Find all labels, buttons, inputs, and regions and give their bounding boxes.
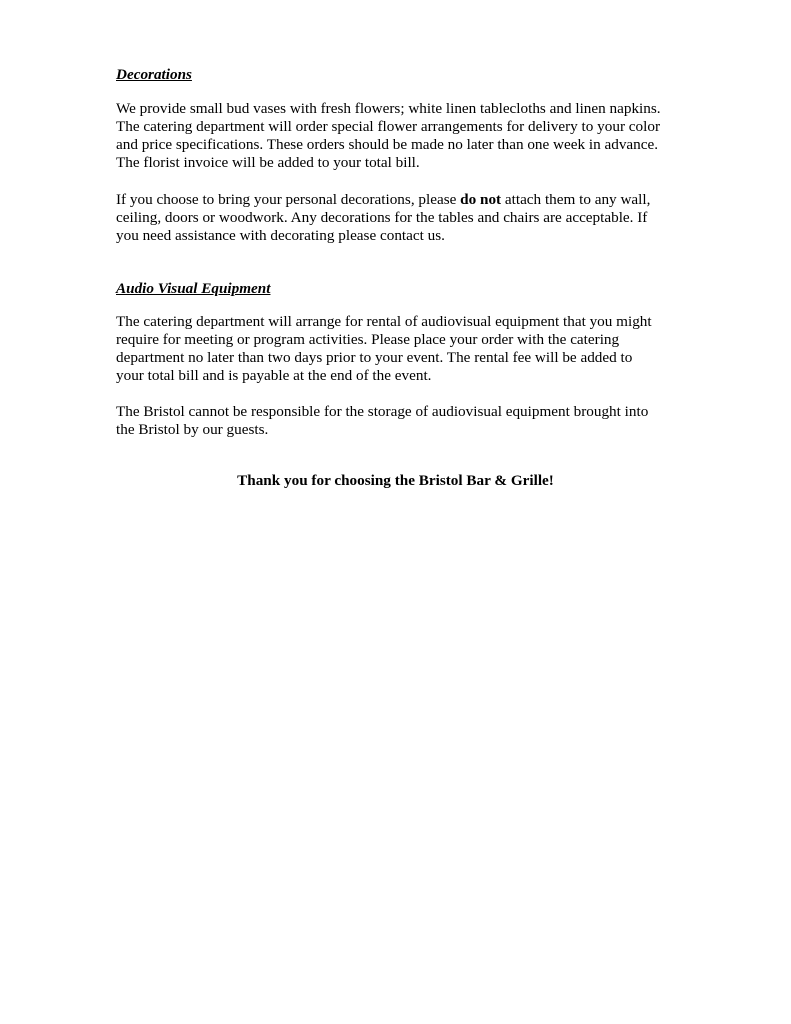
text-line — [116, 191, 696, 209]
text-line: require for meeting or program activities. Please place your order with the catering — [116, 331, 620, 348]
decorations-heading: Decorations — [116, 66, 192, 83]
emphasis-do-not: do not — [460, 191, 502, 208]
text-line: The catering department will arrange for rental of audiovisual equipment that you might — [116, 313, 652, 330]
text-line: ceiling, doors or woodwork. Any decorations for the tables and chairs are acceptable. If — [116, 209, 648, 226]
text-line: The florist invoice will be added to your total bill. — [116, 154, 420, 171]
text-line: and price specifications. These orders should be made no later than one week in advance. — [116, 136, 659, 153]
closing-thank-you: Thank you for choosing the Bristol Bar & Grille! — [237, 472, 554, 489]
decorations-paragraph-1 — [116, 100, 696, 172]
audio-visual-heading: Audio Visual Equipment — [116, 280, 271, 297]
decorations-paragraph-2 — [116, 191, 696, 245]
text-line: department no later than two days prior to your event. The rental fee will be added to — [116, 349, 633, 366]
text-line: The Bristol cannot be responsible for the storage of audiovisual equipment brought into — [116, 403, 649, 420]
text-line: The catering department will order special flower arrangements for delivery to your color — [116, 118, 660, 135]
audio-visual-paragraph-1 — [116, 313, 696, 385]
text-segment: If you choose to bring your personal decorations, please — [116, 191, 461, 208]
text-segment: attach them to any wall, — [501, 191, 651, 208]
text-line: We provide small bud vases with fresh flowers; white linen tablecloths and linen napkins. — [116, 100, 661, 117]
audio-visual-paragraph-2 — [116, 403, 696, 439]
text-line: your total bill and is payable at the end of the event. — [116, 367, 432, 384]
text-line: the Bristol by our guests. — [116, 421, 269, 438]
text-line: you need assistance with decorating please contact us. — [116, 227, 445, 244]
